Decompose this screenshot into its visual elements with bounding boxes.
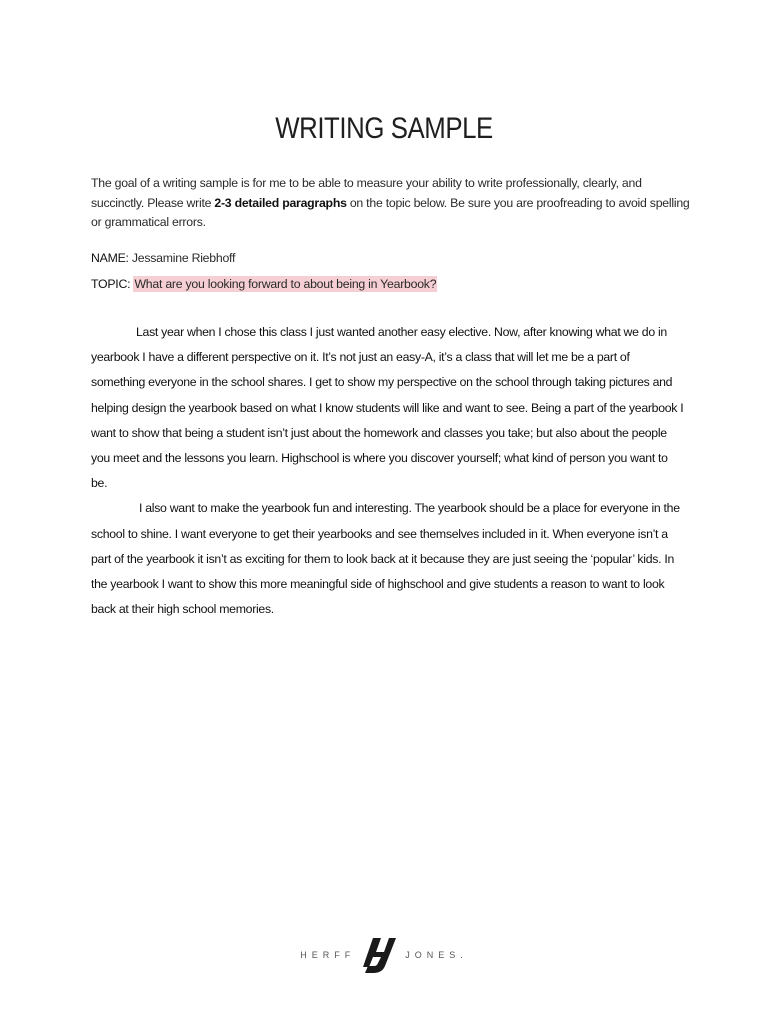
essay-body [91, 320, 686, 622]
instructions-text-end: on the topic below. Be sure you are proofreading to avoid spelling or grammatical errors. [91, 195, 690, 229]
herff-jones-monogram-icon [363, 936, 397, 974]
topic-label: TOPIC: [91, 277, 131, 291]
essay-paragraph-1: Last year when I chose this class I just wanted another easy elective. Now, after knowing what we do in yearbook I have a different perspective on it. It’s not just an easy-A, it’s a class that will let me be a part of something everyone in the school shares. I get to show my perspective on the school through taking pictures and helping design the yearbook based on what I know students will like and want to see. Being a part of the yearbook I want to show that being a student isn’t just about the homework and classes you take; but also about the people you meet and the lessons you learn. Highschool is where you discover yourself; what kind of person you want to be. [91, 325, 684, 491]
name-label: NAME: [91, 251, 129, 265]
logo-text-right: JONES. [405, 950, 468, 960]
page-title: WRITING SAMPLE [275, 112, 493, 145]
logo-text-left: HERFF [300, 950, 356, 960]
instructions-bold-text: 2-3 detailed paragraphs [214, 195, 347, 210]
essay-paragraph-2: I also want to make the yearbook fun and interesting. The yearbook should be a place for everyone in the school to shine. I want everyone to get their yearbooks and see themselves included in it. When everyone isn’t a part of the yearbook it isn’t as exciting for them to look back at it because they are just seeing the ‘popular’ kids. In the yearbook I want to show this more meaningful side of highschool and give students a reason to want to look back at their high school memories. [91, 501, 680, 617]
name-row [91, 251, 235, 265]
instructions-text-start: The goal of a writing sample is for me to be able to measure your ability to write professionally, clearly, and succinctly. Please write [91, 176, 642, 210]
topic-row [91, 277, 437, 291]
instructions-paragraph [91, 174, 691, 233]
footer-logo [0, 935, 768, 975]
topic-value: What are you looking forward to about being in Yearbook? [134, 277, 437, 291]
name-value: Jessamine Riebhoff [131, 251, 236, 265]
